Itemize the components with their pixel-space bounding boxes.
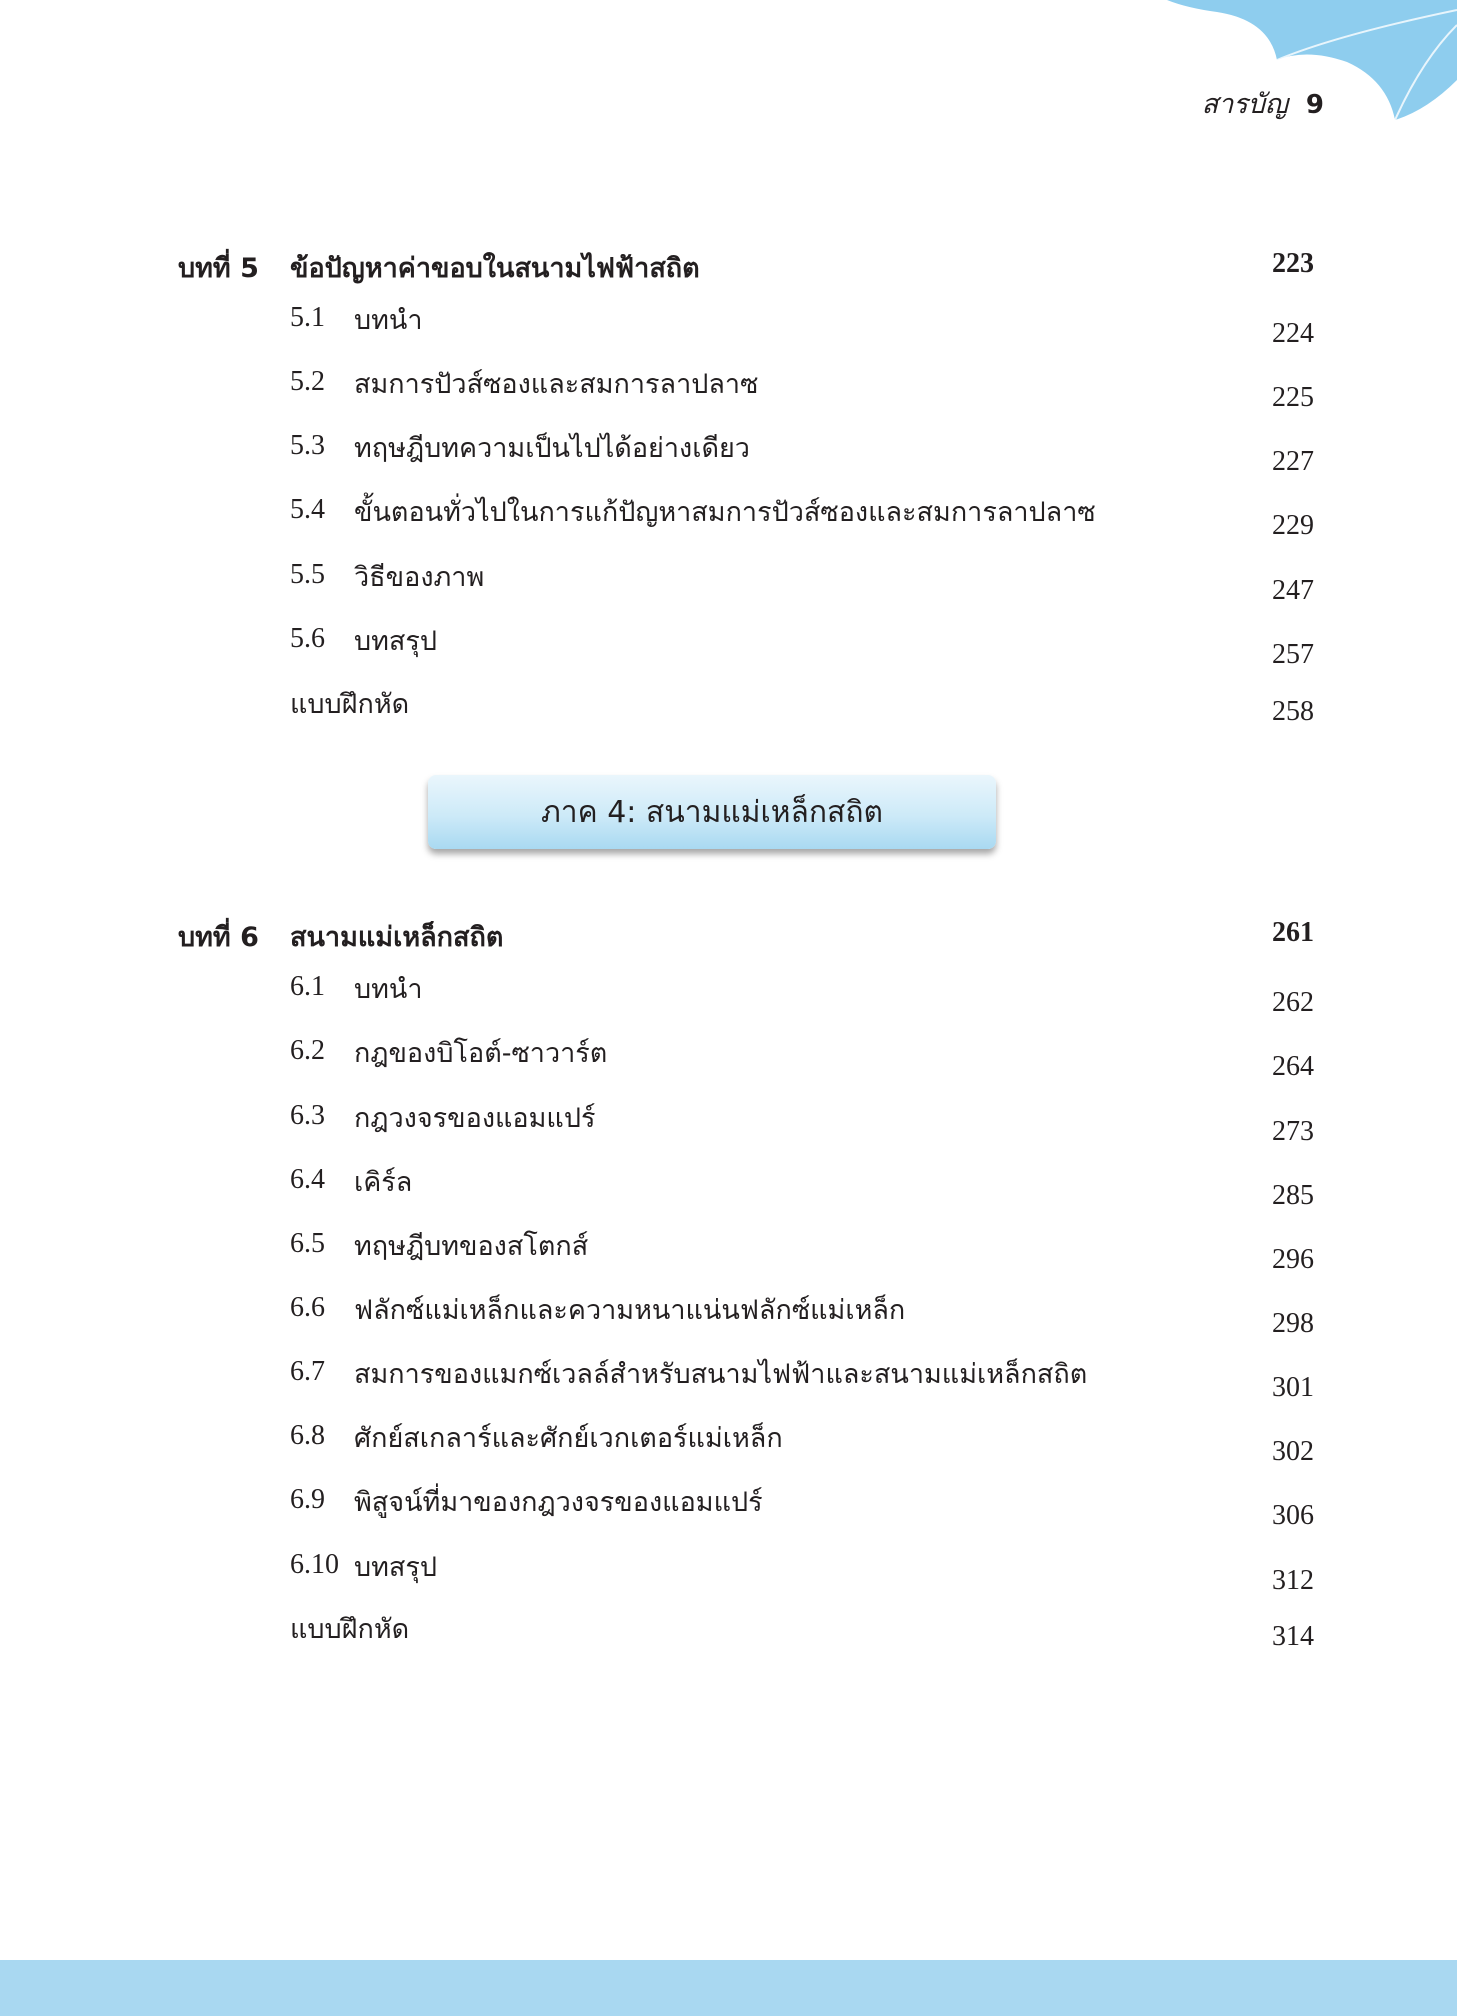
section-page: 312 (1272, 1565, 1314, 1596)
section-number: 5.6 (290, 623, 325, 654)
chapter-page: 261 (1272, 917, 1314, 948)
section-number: 5.3 (290, 430, 325, 461)
section-title: บทนำ (354, 974, 423, 1005)
section-number: 6.5 (290, 1228, 325, 1259)
chapter-label: บทที่ 5 (178, 253, 259, 284)
section-page: 262 (1272, 987, 1314, 1018)
section-page: 285 (1272, 1180, 1314, 1211)
exercise-title: แบบฝึกหัด (290, 689, 410, 720)
section-title: ขั้นตอนทั่วไปในการแก้ปัญหาสมการปัวส์ซองและสมการลาปลาซ (354, 497, 1096, 528)
section-page: 257 (1272, 639, 1314, 670)
section-title: ทฤษฎีบทของสโตกส์ (354, 1231, 589, 1262)
section-page: 302 (1272, 1436, 1314, 1467)
chapter-title: ข้อปัญหาค่าขอบในสนามไฟฟ้าสถิต (290, 253, 700, 284)
part-title: ภาค 4: สนามแม่เหล็กสถิต (540, 794, 884, 830)
section-page: 229 (1272, 510, 1314, 541)
section-title: กฎวงจรของแอมแปร์ (354, 1103, 596, 1134)
section-number: 5.4 (290, 494, 325, 525)
section-number: 6.3 (290, 1100, 325, 1131)
running-head (1202, 82, 1324, 125)
page-number: 9 (1305, 90, 1324, 120)
section-title: พิสูจน์ที่มาของกฎวงจรของแอมแปร์ (354, 1487, 763, 1518)
section-number: 5.2 (290, 366, 325, 397)
bottom-band (0, 1960, 1457, 2016)
section-page: 247 (1272, 575, 1314, 606)
section-title: สมการปัวส์ซองและสมการลาปลาซ (354, 369, 759, 400)
section-number: 6.4 (290, 1164, 325, 1195)
section-page: 306 (1272, 1500, 1314, 1531)
section-title: บทสรุป (354, 1552, 438, 1583)
section-page: 296 (1272, 1244, 1314, 1275)
section-page: 227 (1272, 446, 1314, 477)
section-page: 273 (1272, 1116, 1314, 1147)
exercise-page: 258 (1272, 696, 1314, 727)
section-title: บทสรุป (354, 626, 438, 657)
section-number: 6.8 (290, 1420, 325, 1451)
section-page: 301 (1272, 1372, 1314, 1403)
section-page: 224 (1272, 318, 1314, 349)
section-title: เคิร์ล (354, 1167, 413, 1198)
section-title: ทฤษฎีบทความเป็นไปได้อย่างเดียว (354, 433, 750, 464)
section-page: 264 (1272, 1051, 1314, 1082)
exercise-title: แบบฝึกหัด (290, 1614, 410, 1645)
section-title: กฎของบิโอต์-ซาวาร์ต (354, 1038, 608, 1069)
chapter-label: บทที่ 6 (178, 922, 259, 953)
chapter-page: 223 (1272, 248, 1314, 279)
section-number: 6.2 (290, 1035, 325, 1066)
section-number: 5.1 (290, 302, 325, 333)
section-title: ฟลักซ์แม่เหล็กและความหนาแน่นฟลักซ์แม่เหล็ก (354, 1295, 906, 1326)
section-number: 5.5 (290, 559, 325, 590)
section-title: บทนำ (354, 305, 423, 336)
running-head-title: สารบัญ (1201, 89, 1288, 120)
section-number: 6.10 (290, 1549, 339, 1580)
section-title: วิธีของภาพ (354, 562, 485, 593)
section-title: ศักย์สเกลาร์และศักย์เวกเตอร์แม่เหล็ก (354, 1423, 783, 1454)
section-number: 6.6 (290, 1292, 325, 1323)
section-number: 6.9 (290, 1484, 325, 1515)
exercise-page: 314 (1272, 1621, 1314, 1652)
chapter-title: สนามแม่เหล็กสถิต (290, 922, 504, 953)
section-page: 298 (1272, 1308, 1314, 1339)
section-number: 6.1 (290, 971, 325, 1002)
section-title: สมการของแมกซ์เวลล์สำหรับสนามไฟฟ้าและสนามแม่เหล็กสถิต (354, 1359, 1088, 1390)
section-number: 6.7 (290, 1356, 325, 1387)
part-banner (428, 775, 996, 849)
section-page: 225 (1272, 382, 1314, 413)
